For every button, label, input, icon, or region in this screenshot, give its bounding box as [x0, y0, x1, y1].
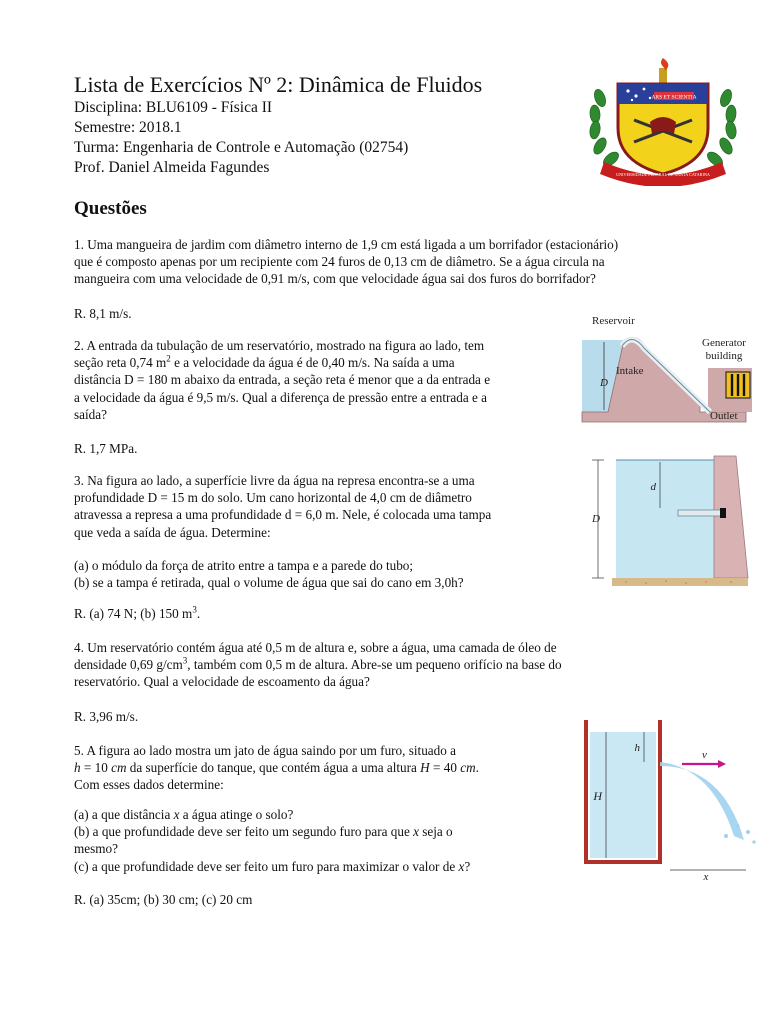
question-3-items: [74, 557, 584, 591]
answer-3: R. (a) 74 N; (b) 150 $m^3$.: [74, 604, 201, 621]
q3-item-b: (b) se a tampa é retirada, qual o volume de água que sai do cano em 3,0h?: [74, 575, 464, 591]
q4-line-1: 4. Um reservatório contém água até 0,5 m de altura e, sobre a água, uma camada de óleo de: [74, 640, 557, 655]
q2-line-5: saída?: [74, 406, 107, 422]
question-1: [74, 236, 694, 288]
page-title: Lista de Exercícios Nº 2: Dinâmica de Fluidos: [74, 72, 483, 97]
question-4: [74, 639, 694, 691]
q3-line-4: que veda a saída de água. Determine:: [74, 524, 271, 540]
fig2-D-label: D: [592, 513, 600, 525]
fig3-h-label: h: [634, 742, 640, 754]
q2-line-3: distância D = 180 m abaixo da entrada, a seção reta é menor que a da entrada e: [74, 372, 491, 388]
professor-line: Prof. Daniel Almeida Fagundes: [74, 159, 270, 176]
q5-item-b: (b) a que profundidade deve ser feito um segundo furo para que x seja o: [74, 824, 453, 840]
q1-line-2: que é composto apenas por um recipiente com 24 furos de 0,13 cm de diâmetro. Se a água circula na: [74, 254, 605, 270]
fig3-v-label: v: [702, 749, 707, 761]
answer-4: R. 3,96 m/s.: [74, 709, 139, 724]
fig1-intake-label: Intake: [616, 365, 644, 377]
question-2: [74, 337, 570, 423]
fig3-x-label: x: [703, 871, 709, 883]
tank-figure: [578, 716, 768, 884]
question-5-items: [74, 806, 570, 875]
q2-line-4: a velocidade da água é 9,5 m/s. Qual a diferença de pressão entre a entrada e a: [74, 389, 487, 405]
q5-item-b-cont: mesmo?: [74, 841, 118, 857]
q2-line-2: seção reta 0,74 $m^2$ e a velocidade da água é de 0,40 m/s. Na saída a uma: [74, 353, 455, 371]
fig1-outlet-label: Outlet: [710, 410, 738, 422]
q3-line-3: atravessa a represa a uma profundidade d = 6,0 m. Nele, é colocada uma tampa: [74, 507, 492, 523]
fig1-reservoir-label: Reservoir: [592, 315, 635, 327]
question-5: [74, 742, 570, 794]
course-line: Disciplina: BLU6109 - Física II: [74, 99, 273, 116]
q4-line-3: reservatório. Qual a velocidade de escoamento da água?: [74, 674, 370, 690]
q1-line-1: 1. Uma mangueira de jardim com diâmetro interno de 1,9 cm está ligada a um borrifador (estacionário): [74, 237, 619, 252]
dam-figure: [586, 454, 756, 588]
fig1-D-label: D: [600, 377, 608, 389]
class-line: Turma: Engenharia de Controle e Automação (02754): [74, 139, 409, 156]
q5-item-a: (a) a que distância x a água atinge o solo?: [74, 807, 294, 822]
q5-line-3: Com esses dados determine:: [74, 777, 224, 793]
q4-line-2: densidade 0,69 $g/cm^3$, também com 0,5 m de altura. Abre-se um pequeno orifício na base do: [74, 655, 562, 673]
answer-5: R. (a) 35cm; (b) 30 cm; (c) 20 cm: [74, 892, 253, 907]
q5-line-2: h = 10 cm da superfície do tanque, que contém água a uma altura H = 40 cm.: [74, 760, 479, 776]
fig2-d-label: d: [650, 481, 656, 493]
q2-line-1: 2. A entrada da tubulação de um reservatório, mostrado na figura ao lado, tem: [74, 338, 485, 353]
q3-line-1: 3. Na figura ao lado, a superfície livre da água na represa encontra-se a uma: [74, 473, 475, 488]
answer-2: R. 1,7 MPa.: [74, 441, 138, 456]
answer-1: R. 8,1 m/s.: [74, 306, 132, 321]
q1-line-3: mangueira com uma velocidade de 0,91 m/s, com que velocidade água sai dos furos do borrifador?: [74, 271, 596, 287]
reservoir-figure: [578, 312, 758, 424]
question-3: [74, 472, 584, 541]
section-title: Questões: [74, 198, 147, 219]
fig3-H-label: H: [593, 789, 602, 803]
university-logo: [584, 58, 742, 186]
logo-banner: ARS ET SCIENTIA: [651, 94, 697, 101]
q5-item-c: (c) a que profundidade deve ser feito um furo para maximizar o valor de x?: [74, 858, 471, 874]
semester-line: Semestre: 2018.1: [74, 119, 182, 136]
fig1-building-label: building: [705, 350, 743, 362]
q3-item-a: (a) o módulo da força de atrito entre a tampa e a parede do tubo;: [74, 558, 414, 573]
q3-line-2: profundidade D = 15 m do solo. Um cano horizontal de 4,0 cm de diâmetro: [74, 490, 472, 506]
q5-line-1: 5. A figura ao lado mostra um jato de água saindo por um furo, situado a: [74, 743, 456, 758]
fig1-generator-label: Generator: [702, 337, 746, 349]
logo-ribbon: UNIVERSIDADE FEDERAL DE SANTA CATARINA: [616, 172, 710, 177]
